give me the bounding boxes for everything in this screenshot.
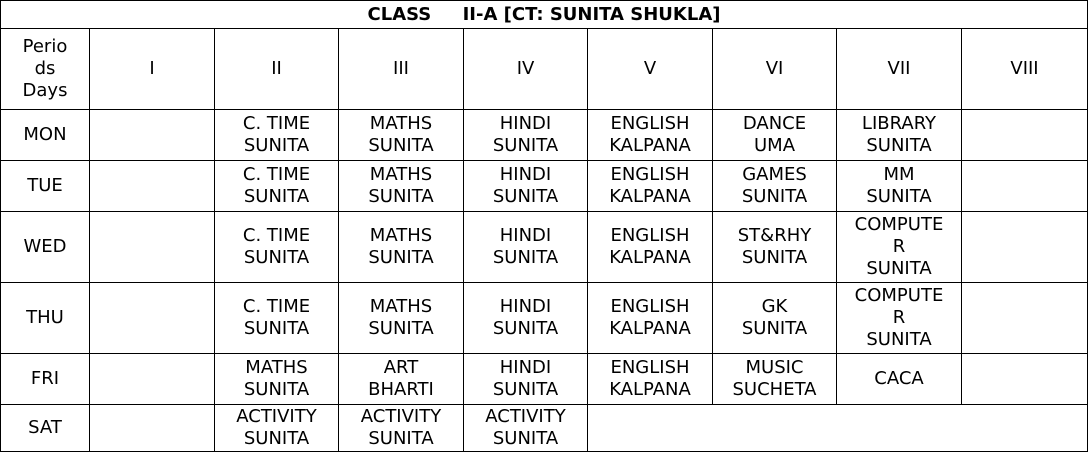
timetable-cell — [90, 405, 215, 452]
corner-line: Days — [22, 80, 68, 101]
day-row — [1, 212, 1088, 283]
timetable-cell — [713, 354, 837, 405]
timetable-cell — [837, 161, 962, 212]
subject-text: HINDI — [499, 225, 552, 246]
corner-line: ds — [34, 58, 56, 79]
subject-text: C. TIME — [242, 225, 311, 246]
subject-text: GK — [761, 296, 788, 317]
teacher-text: SUNITA — [492, 186, 559, 207]
timetable-cell — [962, 212, 1088, 283]
teacher-text: UMA — [753, 135, 796, 156]
day-label: WED — [1, 212, 90, 283]
timetable-cell — [90, 110, 215, 161]
timetable-cell — [588, 161, 713, 212]
teacher-text: SUNITA — [243, 318, 310, 339]
subject-text: ACTIVITY — [485, 406, 566, 427]
subject-text: GAMES — [742, 164, 807, 185]
teacher-text: SUNITA — [866, 258, 932, 279]
timetable-cell — [215, 161, 339, 212]
period-header: IV — [464, 29, 588, 110]
periods-days-corner — [1, 29, 90, 110]
teacher-text: SUNITA — [368, 318, 434, 339]
timetable-cell — [588, 110, 713, 161]
teacher-text: SUNITA — [492, 247, 559, 268]
timetable-cell — [339, 212, 464, 283]
teacher-text: SUNITA — [243, 247, 310, 268]
timetable-cell — [962, 110, 1088, 161]
subject-text: ENGLISH — [610, 296, 690, 317]
teacher-text: SUNITA — [243, 379, 310, 400]
teacher-text: KALPANA — [609, 186, 691, 207]
timetable-cell — [464, 110, 588, 161]
subject-text: MUSIC — [745, 357, 804, 378]
header-row — [1, 29, 1088, 110]
teacher-text: SUNITA — [492, 135, 559, 156]
page-title: CLASS II-A [CT: SUNITA SHUKLA] — [1, 1, 1088, 29]
day-row — [1, 110, 1088, 161]
timetable-cell — [837, 354, 962, 405]
day-row — [1, 283, 1088, 354]
timetable-cell — [962, 354, 1088, 405]
subject-text: ACTIVITY — [236, 406, 317, 427]
timetable-cell — [90, 283, 215, 354]
subject-text: C. TIME — [242, 113, 311, 134]
timetable-cell — [713, 110, 837, 161]
timetable-cell — [837, 110, 962, 161]
timetable-cell — [215, 110, 339, 161]
day-label: FRI — [1, 354, 90, 405]
subject-text: HINDI — [499, 296, 552, 317]
teacher-text: SUNITA — [492, 318, 559, 339]
subject-text: MATHS — [369, 225, 433, 246]
subject-text: LIBRARY — [861, 113, 937, 134]
subject-text: MATHS — [245, 357, 308, 378]
timetable-cell — [464, 212, 588, 283]
timetable-cell — [464, 354, 588, 405]
empty-cell — [588, 405, 1088, 452]
timetable-cell — [215, 405, 339, 452]
day-row — [1, 161, 1088, 212]
timetable-cell — [90, 161, 215, 212]
teacher-text: SUNITA — [866, 329, 932, 350]
teacher-text: KALPANA — [609, 379, 691, 400]
teacher-text: SUNITA — [368, 186, 434, 207]
period-header: VI — [713, 29, 837, 110]
timetable-cell — [588, 212, 713, 283]
teacher-text: SUCHETA — [732, 379, 817, 400]
teacher-text: SUNITA — [243, 135, 310, 156]
period-header: III — [339, 29, 464, 110]
timetable-cell — [215, 212, 339, 283]
subject-text: ART — [383, 357, 419, 378]
teacher-text: SUNITA — [741, 318, 808, 339]
day-label: SAT — [1, 405, 90, 452]
subject-text: CACA — [874, 368, 924, 389]
timetable-cell — [464, 161, 588, 212]
timetable-cell — [339, 283, 464, 354]
subject-text: HINDI — [499, 164, 552, 185]
teacher-text: SUNITA — [866, 135, 932, 156]
day-label: TUE — [1, 161, 90, 212]
subject-text: COMPUTE — [854, 214, 944, 235]
subject-text: DANCE — [742, 113, 807, 134]
timetable-cell — [90, 212, 215, 283]
timetable-cell — [588, 354, 713, 405]
teacher-text: KALPANA — [609, 318, 691, 339]
timetable-cell — [962, 283, 1088, 354]
teacher-text: KALPANA — [609, 135, 691, 156]
teacher-text: SUNITA — [368, 135, 434, 156]
timetable-cell — [464, 405, 588, 452]
period-header: VII — [837, 29, 962, 110]
day-label: MON — [1, 110, 90, 161]
timetable-cell — [464, 283, 588, 354]
day-row — [1, 405, 1088, 452]
day-row — [1, 354, 1088, 405]
teacher-text: BHARTI — [368, 379, 434, 400]
teacher-text: SUNITA — [368, 247, 434, 268]
subject-text: MATHS — [369, 296, 433, 317]
subject-text: C. TIME — [242, 164, 311, 185]
teacher-text: SUNITA — [492, 379, 559, 400]
timetable-cell — [962, 161, 1088, 212]
timetable-cell — [339, 161, 464, 212]
subject-text: HINDI — [499, 357, 552, 378]
timetable-cell — [339, 354, 464, 405]
period-header: VIII — [962, 29, 1088, 110]
period-header: II — [215, 29, 339, 110]
subject-text: C. TIME — [242, 296, 311, 317]
subject-text: ENGLISH — [610, 357, 690, 378]
subject-text: ENGLISH — [610, 164, 690, 185]
timetable-cell — [713, 212, 837, 283]
subject-text: MM — [883, 164, 915, 185]
teacher-text: SUNITA — [741, 186, 808, 207]
subject-text: ENGLISH — [610, 225, 690, 246]
subject-text: HINDI — [499, 113, 552, 134]
timetable-cell — [215, 283, 339, 354]
subject-text: MATHS — [369, 164, 433, 185]
timetable-cell — [837, 212, 962, 283]
subject-text: COMPUTE — [854, 285, 944, 306]
teacher-text: SUNITA — [866, 186, 932, 207]
timetable-cell — [713, 161, 837, 212]
timetable-cell — [837, 283, 962, 354]
teacher-text: SUNITA — [741, 247, 808, 268]
day-label: THU — [1, 283, 90, 354]
teacher-text: SUNITA — [492, 428, 559, 449]
timetable-cell — [588, 283, 713, 354]
timetable-cell — [339, 110, 464, 161]
subject-text: ACTIVITY — [360, 406, 442, 427]
period-header: I — [90, 29, 215, 110]
teacher-text: SUNITA — [243, 186, 310, 207]
subject-text: ST&RHY — [737, 225, 812, 246]
period-header: V — [588, 29, 713, 110]
teacher-text: R — [892, 236, 906, 257]
teacher-text: SUNITA — [243, 428, 310, 449]
timetable-cell — [713, 283, 837, 354]
title-row — [1, 1, 1088, 29]
teacher-text: R — [892, 307, 906, 328]
timetable-cell — [90, 354, 215, 405]
teacher-text: SUNITA — [368, 428, 434, 449]
subject-text: MATHS — [369, 113, 433, 134]
timetable-cell — [339, 405, 464, 452]
corner-line: Perio — [22, 36, 68, 57]
subject-text: ENGLISH — [610, 113, 690, 134]
timetable-cell — [215, 354, 339, 405]
teacher-text: KALPANA — [609, 247, 691, 268]
